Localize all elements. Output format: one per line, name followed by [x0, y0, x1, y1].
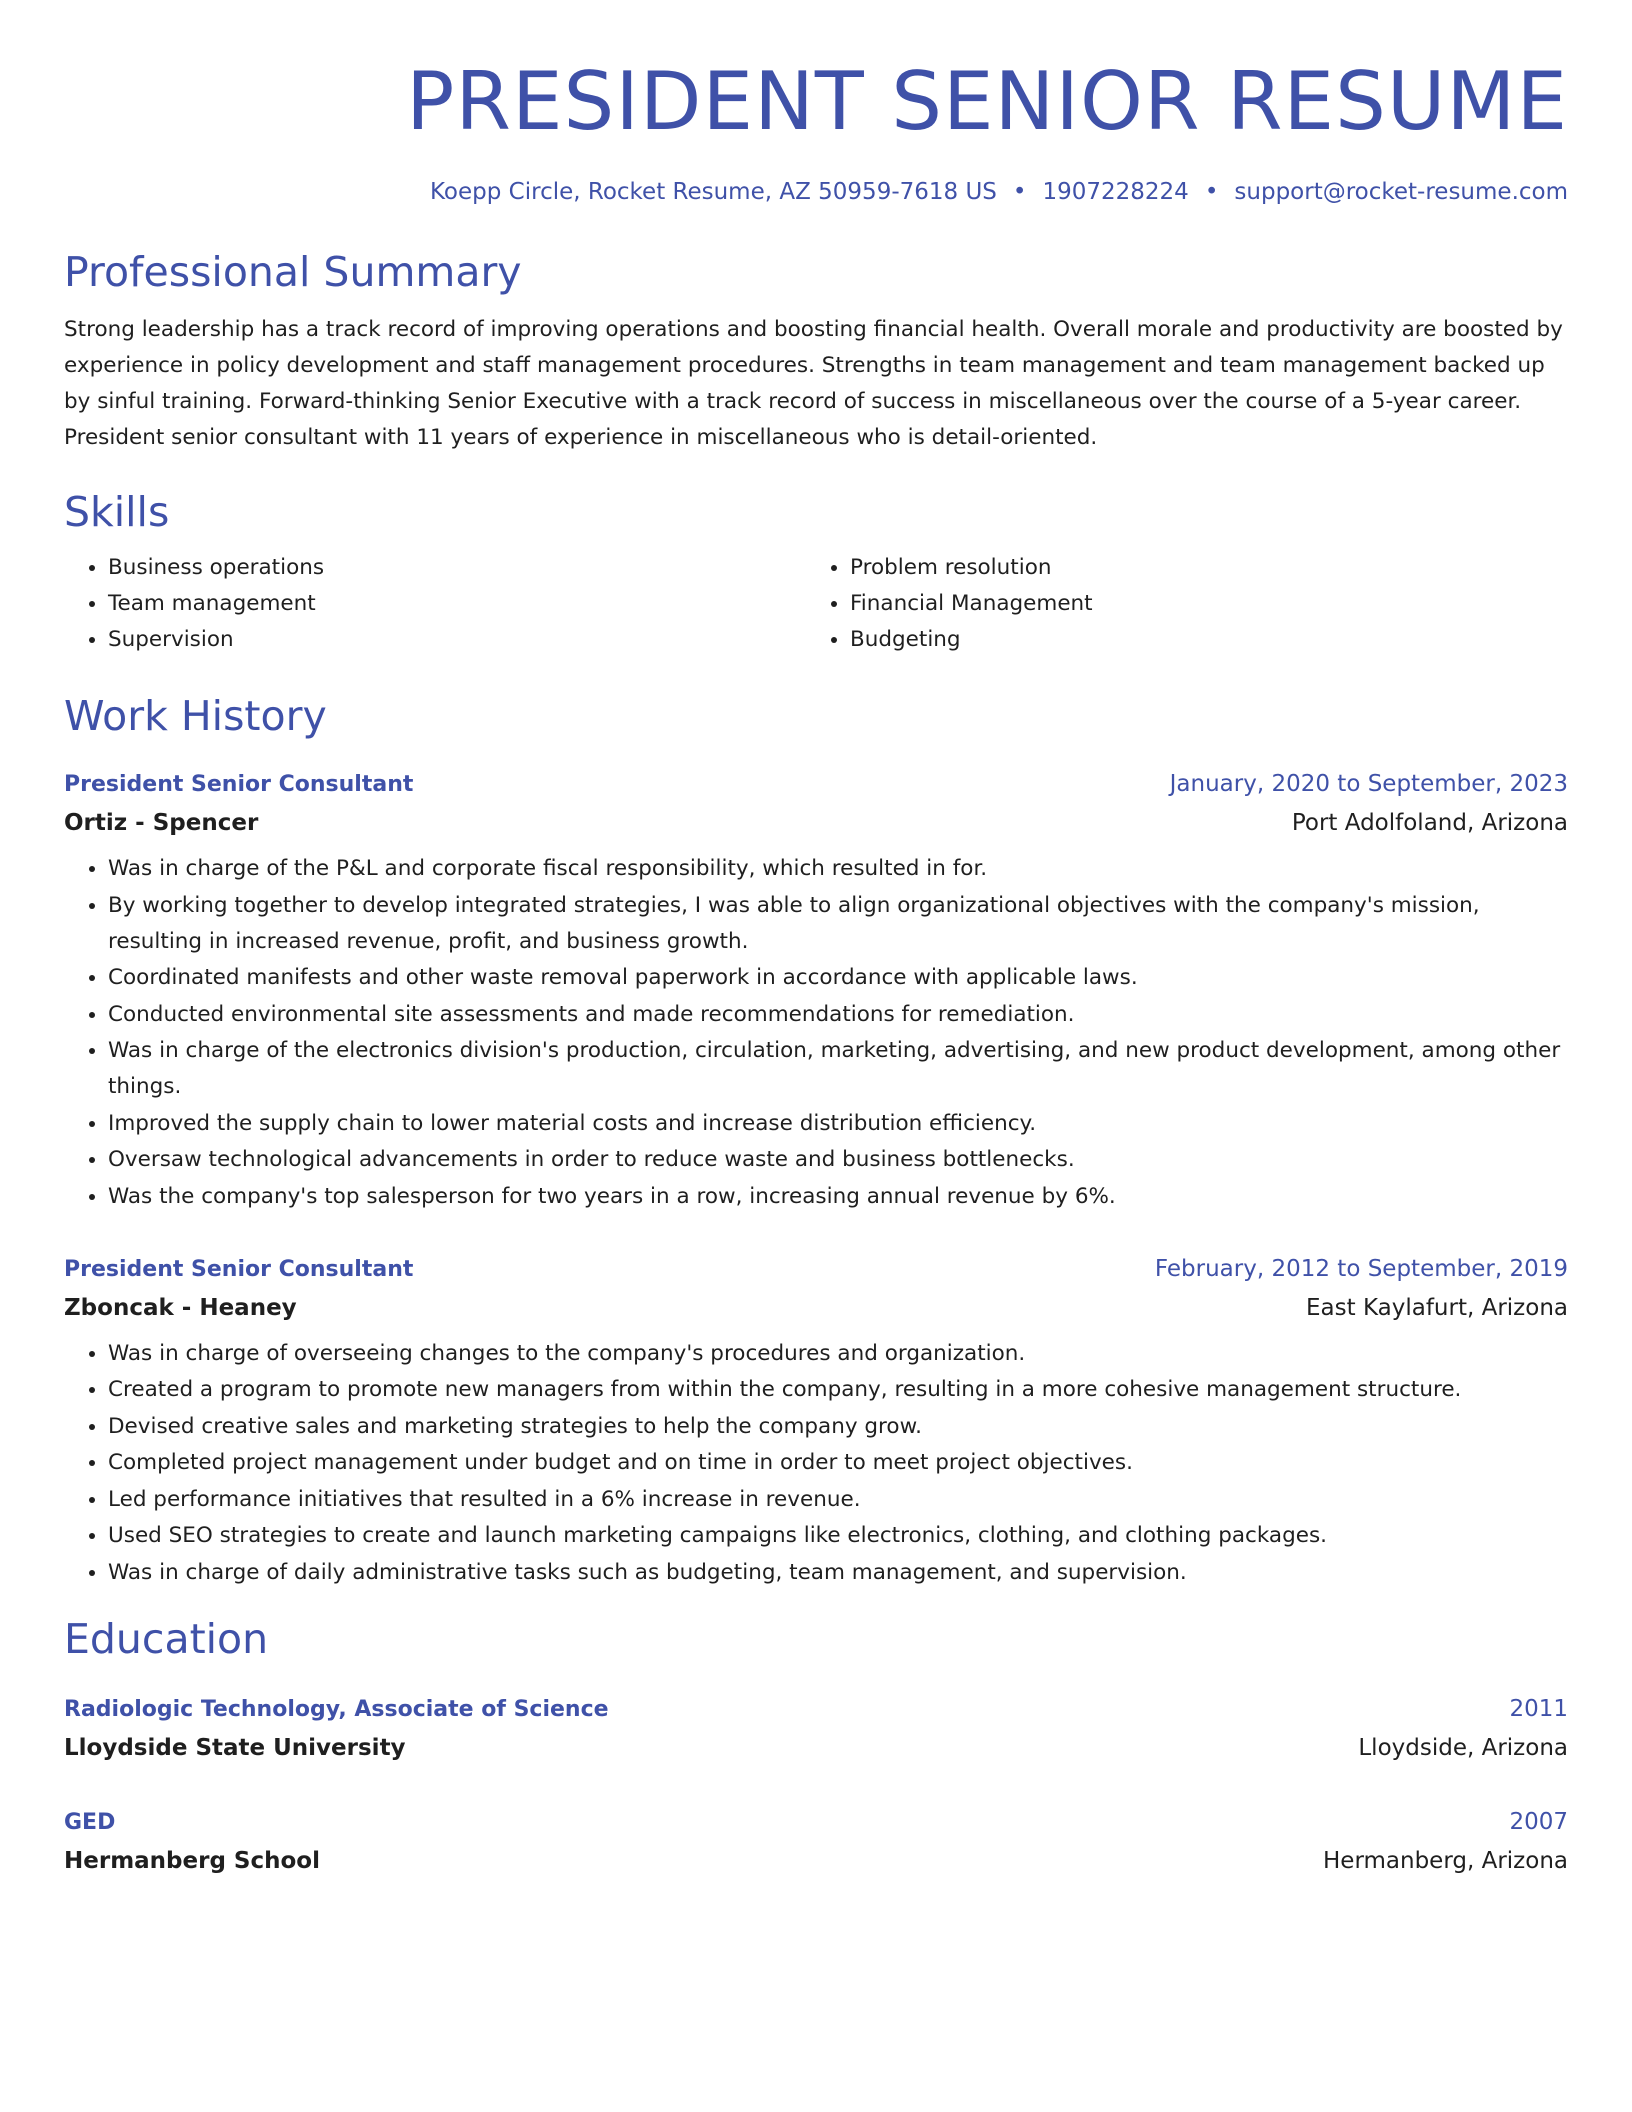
job-location: East Kaylafurt, Arizona [1306, 1294, 1568, 1321]
job-bullet: • Was in charge of daily administrative tasks such as budgeting, team management, and supervision. [108, 1555, 1568, 1591]
education-school-row [64, 1728, 1568, 1768]
resume-page [64, 0, 1568, 1881]
job-company-row [64, 803, 1568, 843]
skill-item: • Budgeting [850, 622, 1548, 658]
summary-text: Strong leadership has a track record of improving operations and boosting financial health. Overall morale and productivity are boosted by experience in policy development and staff management procedures. Strengths in team management and team management backed up by sinful training. Forward-thinking Senior Executive with a track record of success in miscellaneous over the course of a 5-year career. President senior consultant with 11 years of experience in miscellaneous who is detail-oriented. [64, 317, 1563, 450]
job-bullet: • Coordinated manifests and other waste removal paperwork in accordance with applicable laws. [108, 960, 1568, 996]
skill-item: • Problem resolution [850, 550, 1548, 586]
job-company: Zboncak - Heaney [64, 1294, 297, 1321]
skills-right-column [806, 550, 1548, 658]
job-bullet: • Improved the supply chain to lower material costs and increase distribution efficiency. [108, 1106, 1568, 1142]
education-entry [64, 1691, 1568, 1768]
contact-separator: • [1012, 179, 1027, 205]
job-company-row [64, 1288, 1568, 1328]
education-school: Hermanberg School [64, 1847, 320, 1874]
education-year: 2007 [1509, 1808, 1568, 1835]
contact-address: Koepp Circle, Rocket Resume, AZ 50959-7618 US [430, 179, 997, 205]
job-dates: February, 2012 to September, 2019 [1154, 1255, 1568, 1282]
skill-item: • Team management [108, 586, 806, 622]
job-bullets [64, 1336, 1568, 1591]
education-header-row [64, 1691, 1568, 1728]
job-bullet: • Oversaw technological advancements in order to reduce waste and business bottlenecks. [108, 1142, 1568, 1178]
job-bullet: • Created a program to promote new managers from within the company, resulting in a more cohesive management structure. [108, 1372, 1568, 1408]
section-title-skills: Skills [64, 488, 170, 536]
section-title-summary: Professional Summary [64, 248, 522, 296]
job-bullet: • Was the company's top salesperson for two years in a row, increasing annual revenue by 6%. [108, 1179, 1568, 1215]
education-header-row [64, 1804, 1568, 1841]
job-bullet: • Was in charge of the P&L and corporate fiscal responsibility, which resulted in for. [108, 851, 1568, 887]
education-degree: GED [64, 1809, 116, 1835]
job-company: Ortiz - Spencer [64, 810, 259, 836]
work-history-section [64, 688, 1568, 1591]
skills-columns [64, 550, 1568, 658]
skill-item: • Business operations [108, 550, 806, 586]
skills-section [64, 484, 1568, 658]
job-entry [64, 1251, 1568, 1591]
job-entry [64, 766, 1568, 1215]
job-bullet: • Was in charge of the electronics division's production, circulation, marketing, advertising, and new product development, among other things. [108, 1033, 1568, 1105]
education-entry [64, 1804, 1568, 1881]
job-bullet: • Conducted environmental site assessments and made recommendations for remediation. [108, 997, 1568, 1033]
education-school-row [64, 1841, 1568, 1881]
resume-name: PRESIDENT SENIOR RESUME [406, 55, 1568, 148]
education-location: Hermanberg, Arizona [1323, 1847, 1568, 1874]
job-role: President Senior Consultant [64, 1256, 414, 1282]
job-bullet: • Used SEO strategies to create and launch marketing campaigns like electronics, clothing, and clothing packages. [108, 1518, 1568, 1554]
job-dates: January, 2020 to September, 2023 [1169, 771, 1568, 797]
job-role: President Senior Consultant [64, 772, 414, 797]
education-degree: Radiologic Technology, Associate of Science [64, 1696, 609, 1722]
skill-item: • Supervision [108, 622, 806, 658]
section-title-education: Education [64, 1614, 269, 1663]
skill-item: • Financial Management [850, 586, 1548, 622]
job-bullet: • Devised creative sales and marketing strategies to help the company grow. [108, 1409, 1568, 1445]
skills-left-column [64, 550, 806, 658]
contact-email: support@rocket-resume.com [1234, 179, 1568, 205]
resume-header [64, 0, 1568, 208]
job-bullet: • Completed project management under budget and on time in order to meet project objectives. [108, 1445, 1568, 1481]
education-section [64, 1611, 1568, 1881]
job-bullet: • Was in charge of overseeing changes to the company's procedures and organization. [108, 1336, 1568, 1372]
contact-phone: 1907228224 [1042, 179, 1189, 205]
job-header-row [64, 766, 1568, 803]
job-bullets [64, 851, 1568, 1215]
education-year: 2011 [1509, 1695, 1568, 1722]
contact-separator: • [1204, 179, 1219, 205]
contact-line [64, 176, 1568, 208]
job-bullet: • Led performance initiatives that resulted in a 6% increase in revenue. [108, 1482, 1568, 1518]
education-school: Lloydside State University [64, 1734, 406, 1761]
job-bullet: • By working together to develop integrated strategies, I was able to align organizational objectives with the company's mission, resulting in increased revenue, profit, and business growth. [108, 888, 1568, 960]
education-location: Lloydside, Arizona [1358, 1734, 1568, 1761]
summary-section [64, 244, 1568, 456]
job-header-row [64, 1251, 1568, 1288]
job-location: Port Adolfoland, Arizona [1291, 810, 1568, 836]
section-title-work-history: Work History [64, 692, 327, 740]
